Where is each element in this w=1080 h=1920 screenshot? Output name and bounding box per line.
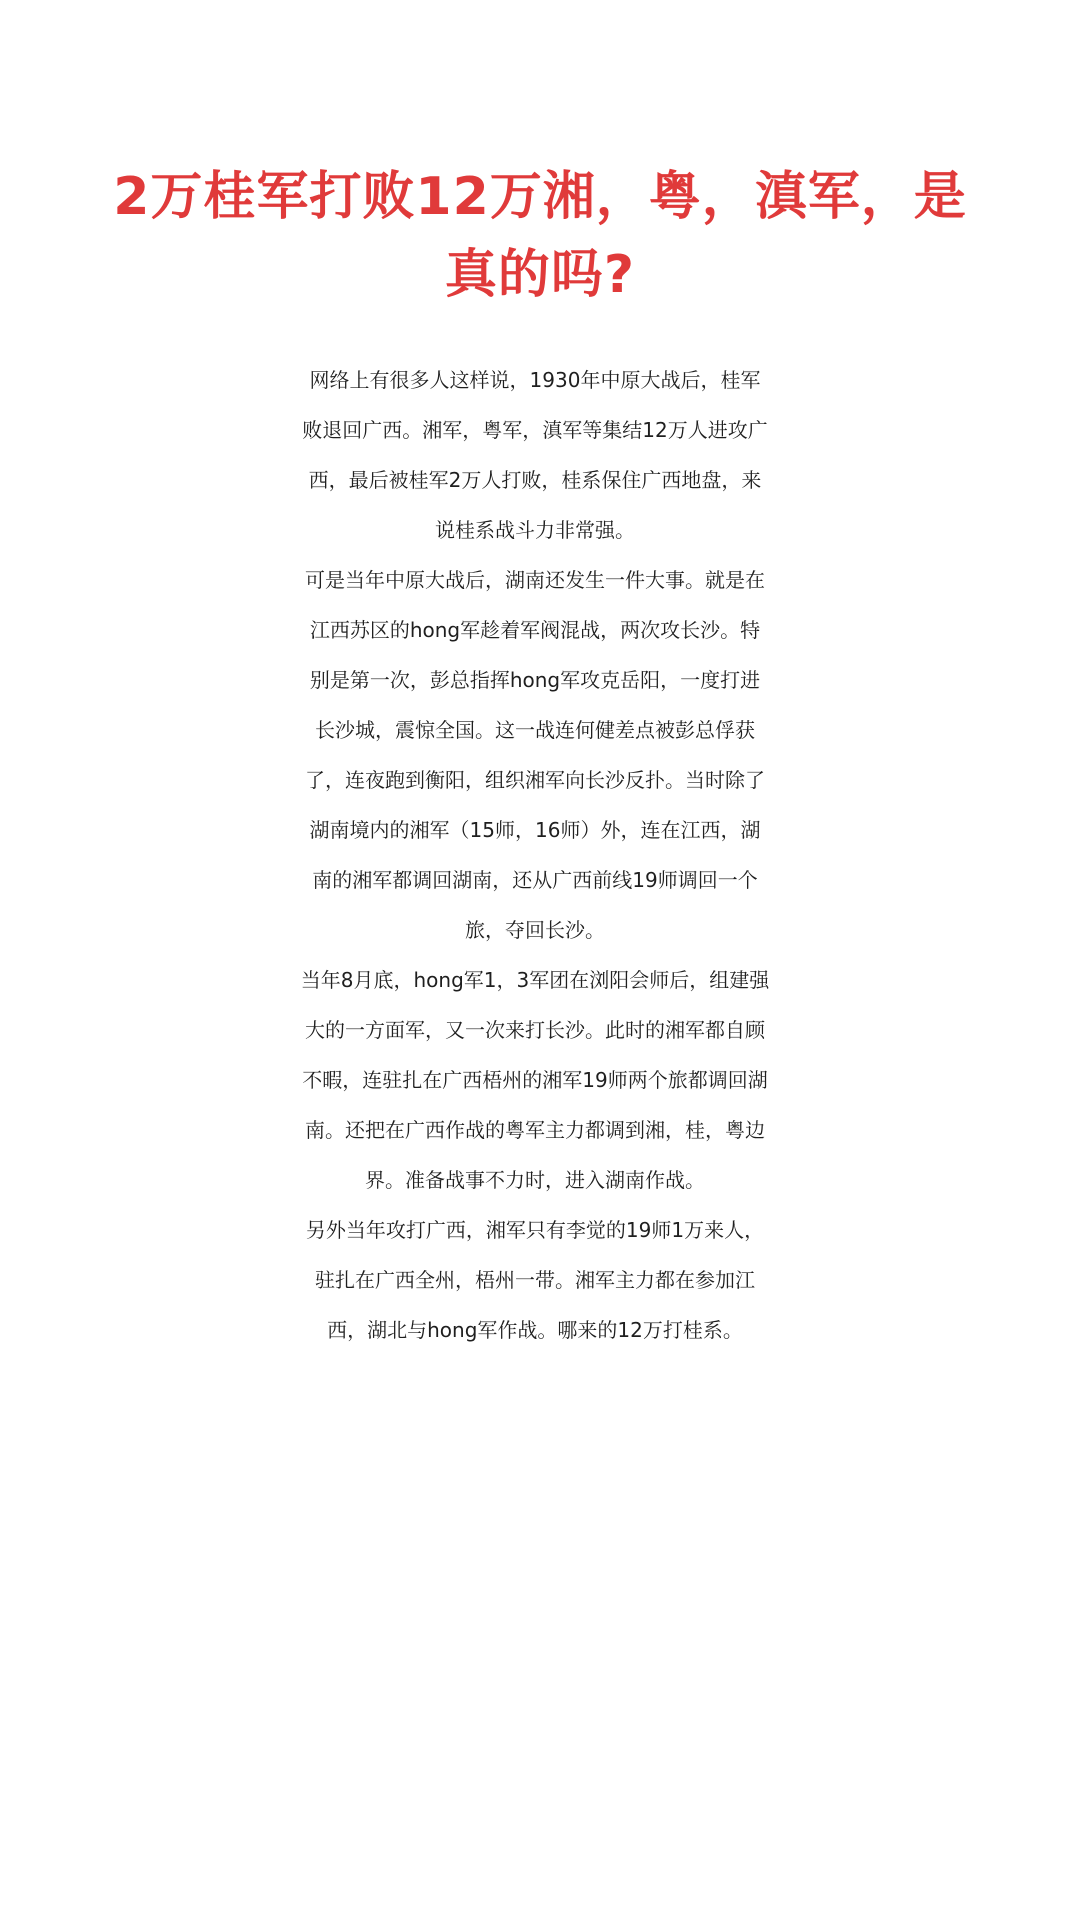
article-paragraph: 另外当年攻打广西，湘军只有李觉的19师1万来人，驻扎在广西全州，梧州一带。湘军主力都在参加江西，湖北与hong军作战。哪来的12万打桂系。 [305,1218,765,1342]
article-paragraph: 网络上有很多人这样说，1930年中原大战后，桂军败退回广西。湘军，粤军，滇军等集结12万人进攻广西，最后被桂军2万人打败，桂系保住广西地盘，来说桂系战斗力非常强。 [302,368,768,542]
article-paragraph: 当年8月底，hong军1，3军团在浏阳会师后，组建强大的一方面军，又一次来打长沙。此时的湘军都自顾不暇，连驻扎在广西梧州的湘军19师两个旅都调回湖南。还把在广西作战的粤军主力都调到湘，桂，粤边界。准备战事不力时，进入湖南作战。 [300,968,770,1192]
article-body [300,355,770,1355]
article-title: 2万桂军打败12万湘，粤，滇军，是真的吗? [113,167,967,305]
article-paragraph: 可是当年中原大战后，湖南还发生一件大事。就是在江西苏区的hong军趁着军阀混战，两次攻长沙。特别是第一次，彭总指挥hong军攻克岳阳，一度打进长沙城，震惊全国。这一战连何健差点被彭总俘获了，连夜跑到衡阳，组织湘军向长沙反扑。当时除了湖南境内的湘军（15师，16师）外，连在江西，湖南的湘军都调回湖南，还从广西前线19师调回一个旅，夺回长沙。 [305,568,765,942]
